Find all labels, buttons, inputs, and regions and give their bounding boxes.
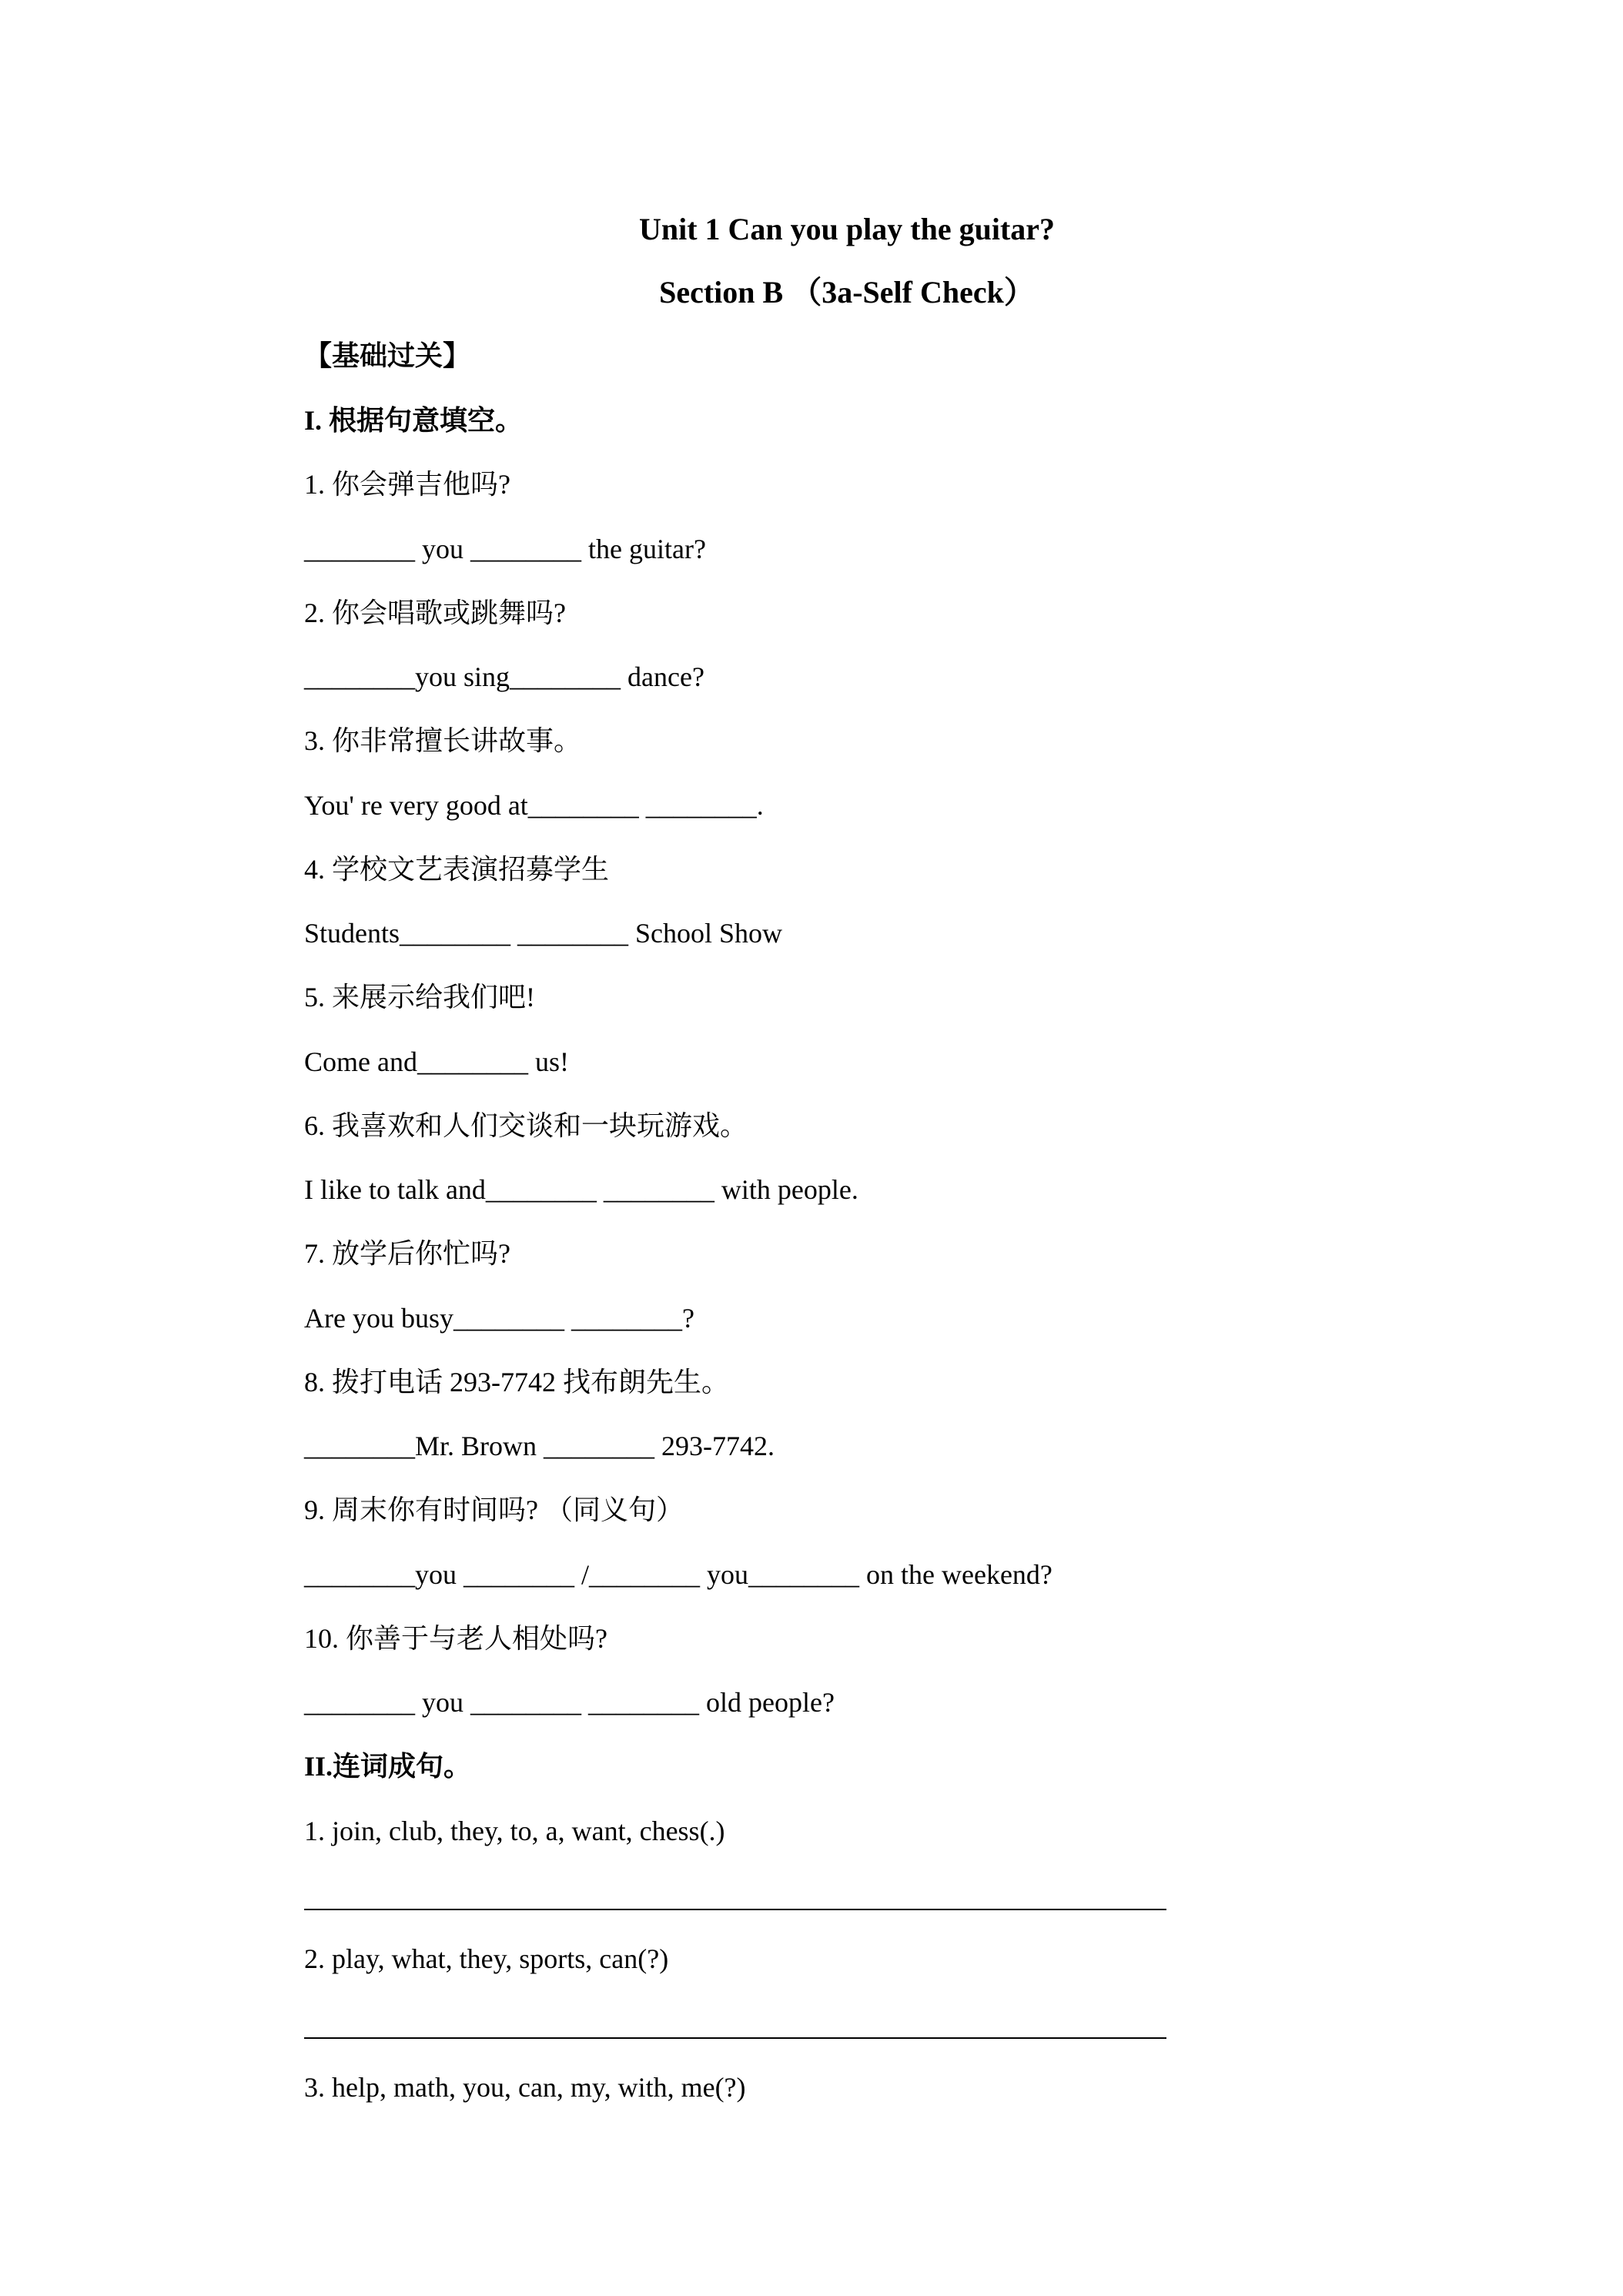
answer-line-en: Are you busy________ ________? [304,1303,694,1334]
question-cn: 4. 学校文艺表演招募学生 [304,854,610,885]
question-cn: 6. 我喜欢和人们交谈和一块玩游戏。 [304,1110,748,1141]
question-cn: 1. 你会弹吉他吗? [304,469,510,500]
answer-line-en: ________ you ________ ________ old people? [304,1687,835,1718]
question-cn: 8. 拨打电话 293-7742 找布朗先生。 [304,1367,729,1397]
answer-line-en: ________you ________ /________ you________ on the weekend? [304,1559,1052,1590]
word-order-prompt: 3. help, math, you, can, my, with, me(?) [304,2072,746,2103]
part2-heading: II.连词成句。 [304,1751,472,1782]
answer-line-en: ________you sing________ dance? [304,661,704,692]
word-order-prompt: 1. join, club, they, to, a, want, chess(.) [304,1816,725,1846]
question-cn: 2. 你会唱歌或跳舞吗? [304,597,566,628]
worksheet-title: Unit 1 Can you play the guitar? [638,212,1056,246]
worksheet-subtitle: Section B （3a-Self Check） [659,275,1035,310]
question-cn: 9. 周末你有时间吗? （同义句） [304,1494,684,1525]
question-cn: 3. 你非常擅长讲故事。 [304,725,582,756]
answer-rule [304,1909,1166,1910]
section-label-basic: 【基础过关】 [304,340,471,371]
answer-rule [304,2037,1166,2039]
answer-line-en: ________ you ________ the guitar? [304,534,706,564]
answer-line-en: Come and________ us! [304,1046,569,1077]
question-cn: 10. 你善于与老人相处吗? [304,1623,607,1654]
question-cn: 7. 放学后你忙吗? [304,1238,510,1269]
answer-line-en: I like to talk and________ ________ with people. [304,1174,858,1205]
question-cn: 5. 来展示给我们吧! [304,982,535,1012]
answer-line-en: ________Mr. Brown ________ 293-7742. [304,1431,775,1461]
answer-line-en: Students________ ________ School Show [304,918,783,949]
answer-line-en: You' re very good at________ ________. [304,790,764,821]
word-order-prompt: 2. play, what, they, sports, can(?) [304,1943,669,1974]
part1-heading: I. 根据句意填空。 [304,405,524,436]
